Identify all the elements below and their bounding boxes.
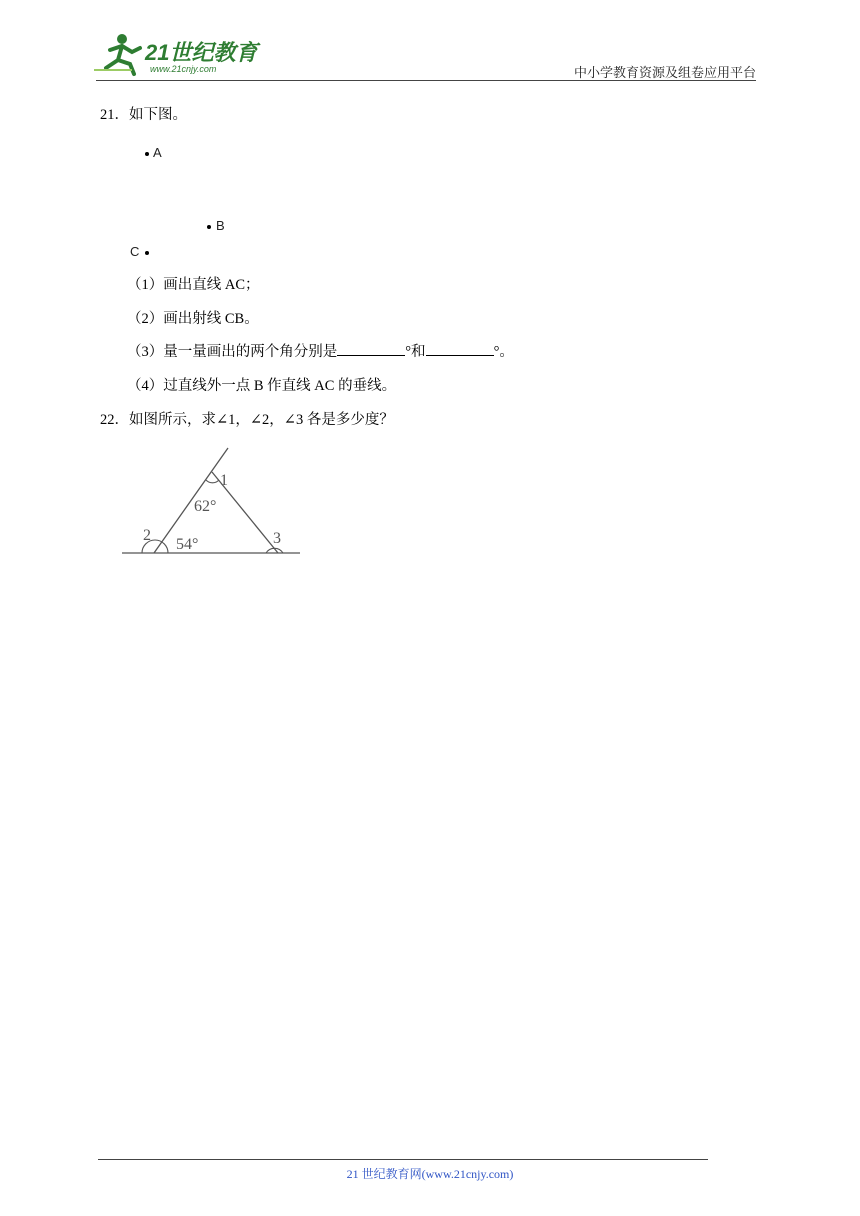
logo-url: www.21cnjy.com — [150, 64, 217, 74]
part-3-text: （3）量一量画出的两个角分别是 — [127, 344, 338, 360]
point-dot — [207, 225, 211, 229]
question-21-stem — [100, 106, 187, 124]
footer-site-link[interactable]: 21 世纪教育网(www.21cnjy.com) — [346, 1167, 514, 1181]
question-21-part-4: （4）过直线外一点 B 作直线 AC 的垂线。 — [127, 378, 397, 394]
angle-1-label: 1 — [220, 472, 228, 489]
footer-divider — [98, 1159, 708, 1160]
question-number: 22． — [100, 412, 129, 428]
question-21-part-1: （1）画出直线 AC； — [127, 277, 260, 293]
point-dot — [145, 251, 149, 255]
point-dot — [145, 152, 149, 156]
header-platform-title: 中小学教育资源及组卷应用平台 — [573, 65, 756, 80]
angle-2-label: 2 — [143, 527, 151, 544]
angle-3-label: 3 — [273, 530, 281, 547]
angle-left-value: 54° — [176, 536, 199, 553]
question-21-part-2: （2）画出射线 CB。 — [127, 311, 259, 327]
answer-blank-1[interactable] — [337, 342, 405, 356]
angle-top-value: 62° — [194, 498, 217, 515]
point-label: A — [153, 145, 162, 160]
logo-text: 21世纪教育 — [145, 40, 258, 65]
point-c — [130, 244, 149, 259]
part-3-text: °和 — [405, 344, 426, 360]
angle-1-arc — [206, 480, 219, 483]
question-text: 如下图。 — [129, 107, 187, 123]
answer-blank-2[interactable] — [426, 342, 494, 356]
question-text: 如图所示，求∠1，∠2，∠3 各是多少度？ — [129, 412, 394, 428]
header-divider — [96, 80, 756, 81]
point-b — [207, 218, 225, 233]
point-label: C — [130, 244, 140, 259]
question-21-part-3 — [127, 342, 514, 361]
point-label: B — [216, 218, 225, 233]
triangle-figure — [118, 440, 308, 565]
part-3-text: °。 — [493, 344, 514, 360]
point-a — [145, 145, 162, 160]
question-22-stem — [100, 411, 394, 429]
question-number: 21． — [100, 107, 129, 123]
